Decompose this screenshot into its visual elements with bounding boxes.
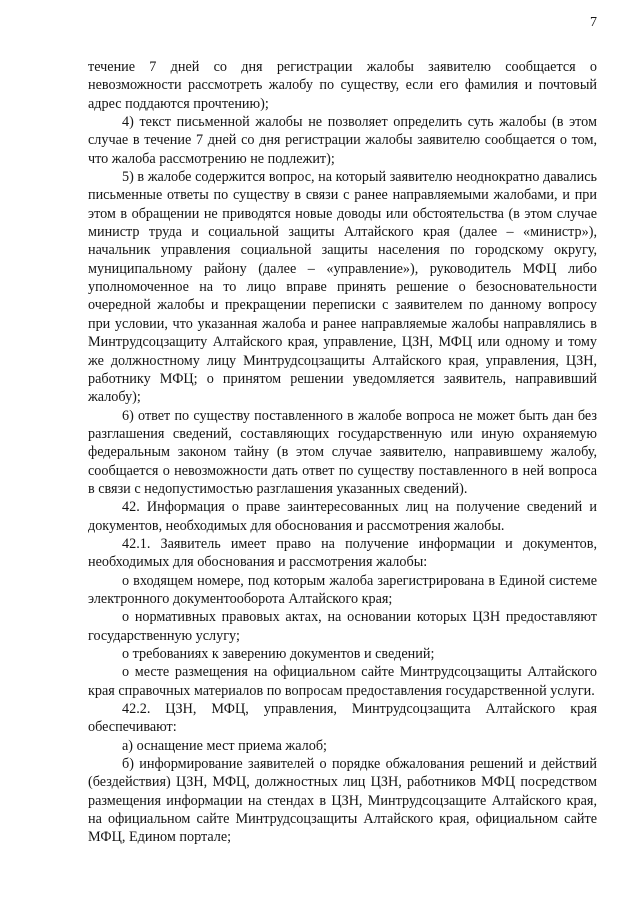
page-number: 7	[590, 15, 597, 30]
paragraph-reason-4: 4) текст письменной жалобы не позволяет определить суть жалобы (в этом случае в течение 7 дней со дня регистрации жалобы заявителю сообщается о том, что жалоба рассмотрению не подлежит);	[88, 114, 597, 167]
list-item-incoming-number: о входящем номере, под которым жалоба зарегистрирована в Единой системе электронного документооборота Алтайского края;	[88, 572, 597, 607]
paragraph-section-42-2: 42.2. ЦЗН, МФЦ, управления, Минтрудсоцзащита Алтайского края обеспечивают:	[88, 701, 597, 736]
paragraph-section-42-1: 42.1. Заявитель имеет право на получение информации и документов, необходимых для обоснования и рассмотрения жалобы:	[88, 535, 597, 571]
paragraph-section-42: 42. Информация о праве заинтересованных лиц на получение сведений и документов, необходимых для обоснования и рассмотрения жалобы.	[88, 499, 597, 534]
list-item-certification-requirements: о требованиях к заверению документов и сведений;	[122, 646, 435, 662]
list-item-legal-acts: о нормативных правовых актах, на основании которых ЦЗН предоставляют государственную услугу;	[88, 609, 597, 644]
list-item-reference-materials: о месте размещения на официальном сайте Минтрудсоцзащиты Алтайского края справочных материалов по вопросам предоставления государственной услуги.	[88, 664, 597, 699]
list-item-b: б) информирование заявителей о порядке обжалования решений и действий (бездействия) ЦЗН, МФЦ, должностных лиц ЦЗН, работников МФЦ посредством размещения информации на стендах в ЦЗН, Минтрудсоцзащите Алтайского края, на официальном сайте Минтрудсоцзащиты Алтайского края, официальном сайте МФЦ, Едином портале;	[88, 756, 597, 846]
document-body	[88, 58, 597, 847]
list-item-a: а) оснащение мест приема жалоб;	[122, 737, 327, 754]
paragraph-reason-6: 6) ответ по существу поставленного в жалобе вопроса не может быть дан без разглашения сведений, составляющих государственную или иную охраняемую федеральным законом тайну (в этом случае заявителю, направившему жалобу, сообщается о невозможности дать ответ по существу поставленного в ней вопроса в связи с недопустимостью разглашения указанных сведений).	[88, 407, 597, 497]
paragraph-reason-3-continued: течение 7 дней со дня регистрации жалобы заявителю сообщается о невозможности рассмотреть жалобу по существу, если его фамилия и почтовый адрес поддаются прочтению);	[88, 59, 597, 112]
paragraph-reason-5: 5) в жалобе содержится вопрос, на который заявителю неоднократно давались письменные ответы по существу в связи с ранее направляемыми жалобами, и при этом в обращении не приводятся новые доводы или обстоятельства (в этом случае министр труда и социальной защиты Алтайского края (далее – «министр»), начальник управления социальной защиты населения по городскому округу, муниципальному району (далее – «управление»), руководитель МФЦ либо уполномоченное на то лицо вправе принять решение о безосновательности очередной жалобы и прекращении переписки с заявителем по данному вопросу при условии, что указанная жалоба и ранее направляемые жалобы направлялись в Минтрудсоцзащиту Алтайского края, управление, ЦЗН, МФЦ или одному и тому же должностному лицу Минтрудсоцзащиты Алтайского края, управления, ЦЗН, работнику МФЦ; о принятом решении уведомляется заявитель, направивший жалобу);	[88, 169, 597, 406]
